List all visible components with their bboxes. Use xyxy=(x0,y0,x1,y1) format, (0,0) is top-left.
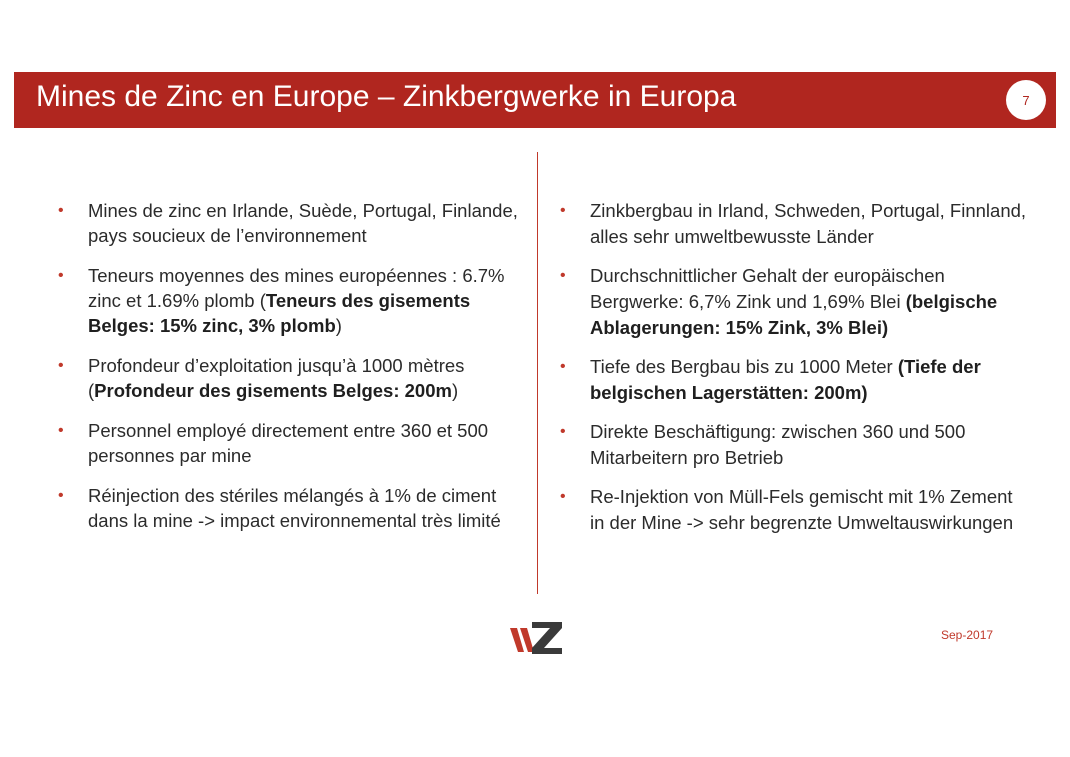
bullet-item xyxy=(58,353,528,403)
scan-artifact-dots xyxy=(540,8,1020,12)
bullet-item xyxy=(58,198,528,248)
bullet-icon: • xyxy=(58,357,64,374)
bullet-item xyxy=(560,263,1030,341)
bullet-item xyxy=(560,198,1030,250)
bullet-text: Teneurs moyennes des mines européennes : 6.7% zinc et 1.69% plomb ( xyxy=(88,265,505,311)
bullet-icon: • xyxy=(560,267,566,284)
bullet-text: Réinjection des stériles mélangés à 1% de ciment dans la mine -> impact environnemental très limité xyxy=(88,485,501,531)
german-column xyxy=(560,198,1030,549)
bullet-text: ) xyxy=(335,315,342,336)
bullet-icon: • xyxy=(58,267,64,284)
bullet-text: Tiefe des Bergbau bis zu 1000 Meter xyxy=(590,356,898,377)
bullet-bold-text: Profondeur des gisements Belges: 200m xyxy=(94,380,452,401)
bullet-text: Durchschnittlicher Gehalt der europäischen Bergwerke: 6,7% Zink und 1,69% Blei xyxy=(590,265,945,312)
page-number-badge: 7 xyxy=(1006,80,1046,120)
bullet-item xyxy=(58,483,528,533)
bullet-bold-text: (Tiefe der belgischen Lagerstätten: 200m) xyxy=(590,356,981,403)
bullet-text: ) xyxy=(451,380,459,401)
bullet-icon: • xyxy=(58,487,64,504)
bullet-bold-text: (belgische Ablagerungen: 15% Zink, 3% Blei) xyxy=(590,291,998,338)
bullet-icon: • xyxy=(560,358,566,375)
bullet-icon: • xyxy=(560,202,566,219)
bullet-item xyxy=(58,418,528,468)
bullet-item xyxy=(58,263,528,338)
bullet-text: Personnel employé directement entre 360 et 500 personnes par mine xyxy=(88,420,489,466)
bullet-item xyxy=(560,484,1030,536)
footer-date: Sep-2017 xyxy=(941,628,994,642)
bullet-text: Profondeur d’exploitation jusqu’à 1000 mètres ( xyxy=(88,355,465,401)
bullet-icon: • xyxy=(560,488,566,505)
french-column xyxy=(58,198,528,548)
bullet-text: Re-Injektion von Müll-Fels gemischt mit 1% Zement in der Mine -> sehr begrenzte Umweltauswirkungen xyxy=(590,486,1014,533)
bullet-bold-text: Teneurs des gisements Belges: 15% zinc, 3% plomb xyxy=(88,290,471,336)
bullet-icon: • xyxy=(560,423,566,440)
slide-title: Mines de Zinc en Europe – Zinkbergwerke in Europa xyxy=(36,80,737,113)
bullet-item xyxy=(560,419,1030,471)
bullet-text: Direkte Beschäftigung: zwischen 360 und 500 Mitarbeitern pro Betrieb xyxy=(590,421,966,468)
column-divider xyxy=(537,152,538,594)
bullet-text: Mines de zinc en Irlande, Suède, Portugal, Finlande, pays soucieux de l’environnement xyxy=(88,200,518,246)
bullet-icon: • xyxy=(58,202,64,219)
bullet-item xyxy=(560,354,1030,406)
zinc-company-logo-icon xyxy=(510,618,564,656)
bullet-icon: • xyxy=(58,422,64,439)
title-bar xyxy=(14,72,1056,128)
bullet-text: Zinkbergbau in Irland, Schweden, Portugal, Finnland, alles sehr umweltbewusste Länder xyxy=(590,200,1027,247)
